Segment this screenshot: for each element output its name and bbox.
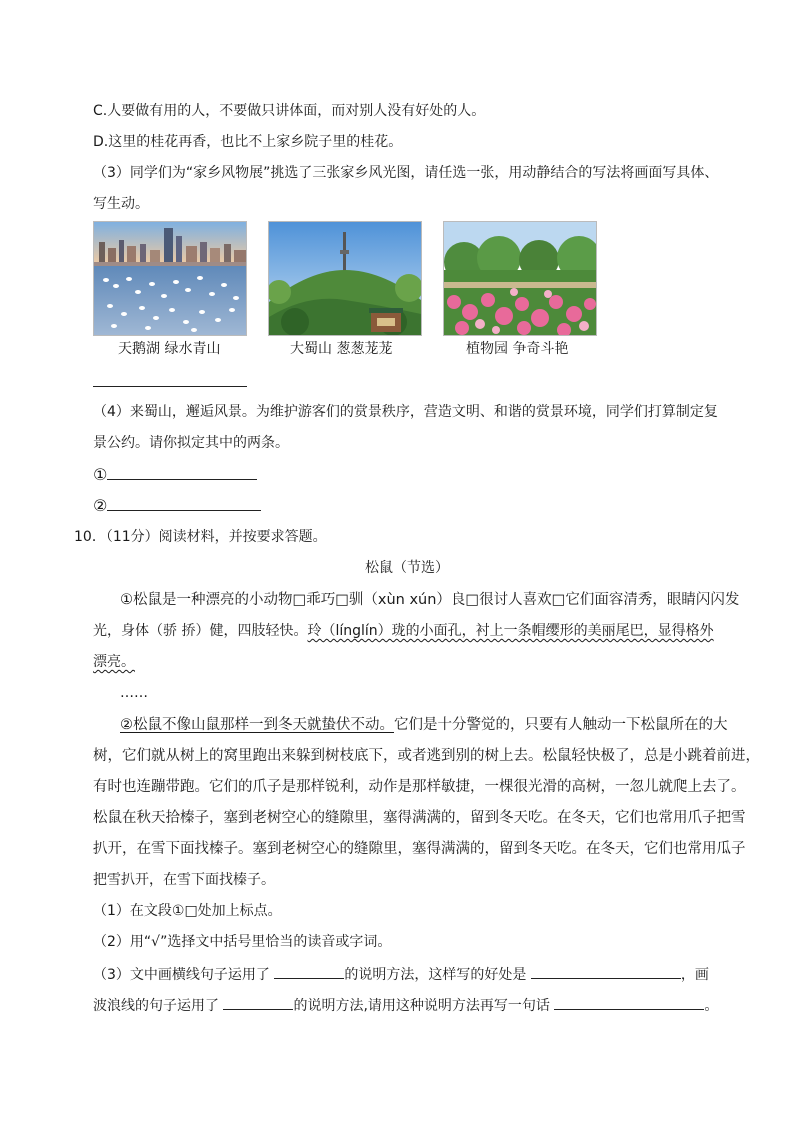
sub3-blank-2[interactable]	[531, 963, 681, 979]
q10-header: 10．（11分）阅读材料，并按要求答题。	[74, 529, 327, 545]
q4-item-2	[93, 495, 261, 517]
sub3-text-c: ，画	[680, 967, 709, 983]
p2-line1-rest: 它们是十分警觉的，只要有人触动一下松鼠所在的大	[394, 717, 728, 733]
sub3-text-d: 波浪线的句子运用了	[93, 998, 219, 1014]
p1-wavy-sentence: 玲（línglín）珑的小面孔，衬上一条帽缨形的美丽尾巴，显得格外	[307, 623, 714, 639]
ellipsis: ……	[120, 685, 148, 701]
sub3-blank-1[interactable]	[274, 963, 344, 979]
p2-line5: 扒开，在雪下面找榛子。塞到老树空心的缝隙里，塞得满满的，留到冬天吃。在冬天，它们也常用瓜子	[93, 841, 746, 857]
option-c: C.人要做有用的人，不要做只讲体面，而对别人没有好处的人。	[93, 103, 486, 119]
p1-line2-text: 光，身体（骄 挢）健，四肢轻快。	[93, 623, 308, 639]
dashu-mountain-photo	[268, 221, 422, 336]
caption-swan-lake: 天鹅湖 绿水青山	[118, 341, 221, 357]
p1-wavy-sentence-end: 漂亮。	[93, 654, 135, 670]
sub3-text-a: （3）文中画横线句子运用了	[93, 967, 270, 983]
p2-underlined-sentence: ②松鼠不像山鼠那样一到冬天就蛰伏不动。	[120, 717, 394, 733]
q3-answer-blank[interactable]	[93, 386, 247, 387]
p2-line4: 松鼠在秋天拾榛子，塞到老树空心的缝隙里，塞得满满的，留到冬天吃。在冬天，它们也常用爪子把雪	[93, 810, 746, 826]
p1-line1: ①松鼠是一种漂亮的小动物□乖巧□驯（xùn xún）良□很讨人喜欢□它们面容清秀，眼睛闪闪发	[120, 592, 740, 608]
p2-line1	[120, 715, 728, 735]
sub-question-3-line2	[93, 994, 718, 1016]
p2-line2: 树，它们就从树上的窝里跑出来躲到树枝底下，或者逃到别的树上去。松鼠轻快极了，总是小跳着前进，	[93, 748, 760, 764]
p2-line3: 有时也连蹦带跑。它们的爪子是那样锐利，动作是那样敏捷，一棵很光滑的高树，一忽儿就爬上去了。	[93, 779, 746, 795]
p2-line6: 把雪扒开，在雪下面找榛子。	[93, 872, 275, 888]
caption-dashu-mountain: 大蜀山 葱葱茏茏	[290, 341, 393, 357]
p1-line2	[93, 621, 714, 641]
sub3-text-b: 的说明方法，这样写的好处是	[344, 967, 527, 983]
sub3-blank-3[interactable]	[223, 994, 293, 1010]
q3-prompt-line1: （3）同学们为“家乡风物展”挑选了三张家乡风光图，请任选一张，用动静结合的写法将画面写具体、	[93, 165, 719, 181]
q4-mark-1: ①	[93, 465, 108, 484]
option-d: D.这里的桂花再香，也比不上家乡院子里的桂花。	[93, 134, 403, 150]
q4-blank-2[interactable]	[107, 495, 261, 511]
sub-question-3-line1	[93, 963, 709, 985]
q4-mark-2: ②	[93, 496, 108, 515]
sub-question-1: （1）在文段①□处加上标点。	[93, 903, 282, 919]
sub3-text-f: 。	[704, 998, 719, 1014]
q3-prompt-line2: 写生动。	[93, 196, 149, 212]
p1-line3	[93, 652, 135, 672]
q4-blank-1[interactable]	[107, 464, 257, 480]
q4-prompt-line2: 景公约。请你拟定其中的两条。	[93, 435, 289, 451]
q4-item-1	[93, 464, 257, 486]
q4-prompt-line1: （4）来蜀山，邂逅风景。为维护游客们的赏景秩序，营造文明、和谐的赏景环境，同学们打算制定复	[93, 404, 718, 420]
caption-botanical-garden: 植物园 争奇斗艳	[466, 341, 569, 357]
botanical-garden-photo	[443, 221, 597, 336]
passage-title: 松鼠（节选）	[365, 560, 449, 576]
sub3-text-e: 的说明方法,请用这种说明方法再写一句话	[293, 998, 550, 1014]
swan-lake-photo	[93, 221, 247, 336]
sub3-blank-4[interactable]	[554, 994, 704, 1010]
sub-question-2: （2）用“√”选择文中括号里恰当的读音或字词。	[93, 934, 392, 950]
